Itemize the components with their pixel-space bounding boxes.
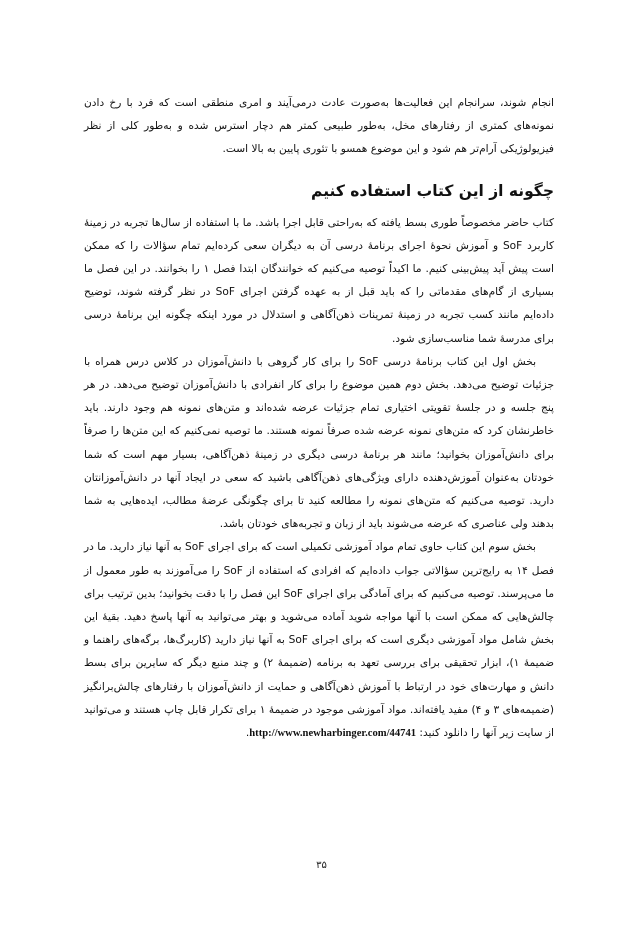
page-number: ۳۵	[316, 860, 327, 871]
section-heading: چگونه از این کتاب استفاده کنیم	[311, 181, 554, 200]
paragraph-how-to-use: کتاب حاضر مخصوصاً طوری بسط یافته که به‌راحتی قابل اجرا باشد. ما با استفاده از سال‌ها تجربه در زمینهٔ کاربرد SoF و آموزش نحوهٔ اجرای برنامهٔ درسی آن به دیگران سعی کرده‌ایم تمام سؤالات را که ممکن است پیش آید پیش‌بینی کنیم. ما اکیداً توصیه می‌کنیم که خوانندگان ابتدا فصل ۱ را بخوانند. در این فصل ما بسیاری از گام‌های مقدماتی را که باید قبل از به عهده گرفتن اجرای SoF در نظر گرفته شوند، توضیح داده‌ایم مانند کسب تجربه در زمینهٔ تمرینات ذهن‌آگاهی و استدلال در مورد اینکه چگونه این برنامهٔ درسی برای مدرسهٔ شما مناسب‌سازی شود.	[84, 216, 554, 345]
download-link[interactable]: http://www.newharbinger.com/44741	[249, 728, 417, 740]
intro-paragraph: انجام شوند، سرانجام این فعالیت‌ها به‌صورت عادت درمی‌آیند و امری منطقی است که فرد با رخ دادن نمونه‌های کمتری از رفتارهای مخل، به‌طور طبیعی کمتر هم دچار استرس شده و به‌طور کلی از نظر فیزیولوژیکی آرام‌تر هم شود و این موضوع همسو با تئوری پایین به بالا است.	[84, 97, 554, 156]
paragraph-part-three: بخش سوم این کتاب حاوی تمام مواد آموزشی تکمیلی است که برای اجرای SoF به آنها نیاز دارید. ما در فصل ۱۴ به رایج‌ترین سؤالاتی جواب داده‌ایم که افرادی که استفاده از SoF را می‌آموزند به طور معمول از ما می‌پرسند. توصیه می‌کنیم که برای آمادگی برای اجرای SoF این فصل را با دقت بخوانید؛ بدین ترتیب برای چالش‌هایی که ممکن است با آنها مواجه شوید آماده می‌شوید و بهتر می‌توانید به آنها پاسخ دهید. بقیهٔ این بخش شامل مواد آموزشی دیگری است که برای اجرای SoF به آنها نیاز دارید (کاربرگ‌ها، برگه‌های راهنما و ضمیمهٔ ۱)، ابزار تحقیقی برای بررسی تعهد به برنامه (ضمیمهٔ ۲) و چند منبع دیگر که سایرین برای بسط دانش و مهارت‌های خود در ارتباط با آموزش ذهن‌آگاهی و حمایت از دانش‌آموزان با رفتارهای چالش‌برانگیز (ضمیمه‌های ۳ و ۴) مفید یافته‌اند. مواد آموزشی موجود در ضمیمهٔ ۱ برای تکرار قابل چاپ هستند و می‌توانید از سایت زیر آنها را دانلود کنید: http://www.newharbinger.com/44741.	[84, 541, 554, 740]
document-page	[84, 92, 554, 745]
paragraph-part-one-two: بخش اول این کتاب برنامهٔ درسی SoF را برای کار گروهی با دانش‌آموزان در کلاس درس همراه با جزئیات توضیح می‌دهد. بخش دوم همین موضوع را برای کار انفرادی با دانش‌آموزان توضیح می‌دهد. در هر پنج جلسه و در جلسهٔ تقویتی اختیاری تمام جزئیات عرضه شده‌اند و متن‌های نمونه هم وجود دارند. باید خاطرنشان کرد که متن‌های نمونه عرضه شده صرفاً نمونه هستند. ما توصیه نمی‌کنیم که این متن‌ها را صرفاً برای دانش‌آموزان بخوانید؛ مانند هر برنامهٔ درسی دیگری در زمینهٔ ذهن‌آگاهی، بسیار مهم است که شما خودتان به‌عنوان آموزش‌دهنده دارای ویژگی‌های ذهن‌آگاهی باشید که سعی در ایجاد آنها در دانش‌آموزانتان دارید. توصیه می‌کنیم که متن‌های نمونه را مطالعه کنید تا برای چگونگی عرضهٔ مطالب، ایده‌هایی به شما بدهند ولی عناصری که عرضه می‌شوند باید از زبان و تجربه‌های خودتان باشد.	[84, 355, 554, 531]
paragraph-part-three-text: بخش سوم این کتاب حاوی تمام مواد آموزشی تکمیلی است که برای اجرای SoF به آنها نیاز دارید. ما در فصل ۱۴ به رایج‌ترین سؤالاتی جواب داده‌ایم که افرادی که استفاده از SoF را می‌آموزند به طور معمول از ما می‌پرسند. توصیه می‌کنیم که برای آمادگی برای اجرای SoF این فصل را با دقت بخوانید؛ بدین ترتیب برای چالش‌هایی که ممکن است با آنها مواجه شوید آماده می‌شوید و بهتر می‌توانید به آنها پاسخ دهید. بقیهٔ این بخش شامل مواد آموزشی دیگری است که برای اجرای SoF به آنها نیاز دارید (کاربرگ‌ها، برگه‌های راهنما و ضمیمهٔ ۱)، ابزار تحقیقی برای بررسی تعهد به برنامه (ضمیمهٔ ۲) و چند منبع دیگر که سایرین برای بسط دانش و مهارت‌های خود در ارتباط با آموزش ذهن‌آگاهی و حمایت از دانش‌آموزان با رفتارهای چالش‌برانگیز (ضمیمه‌های ۳ و ۴) مفید یافته‌اند. مواد آموزشی موجود در ضمیمهٔ ۱ برای تکرار قابل چاپ هستند و می‌توانید از سایت زیر آنها را دانلود کنید:	[84, 541, 554, 740]
